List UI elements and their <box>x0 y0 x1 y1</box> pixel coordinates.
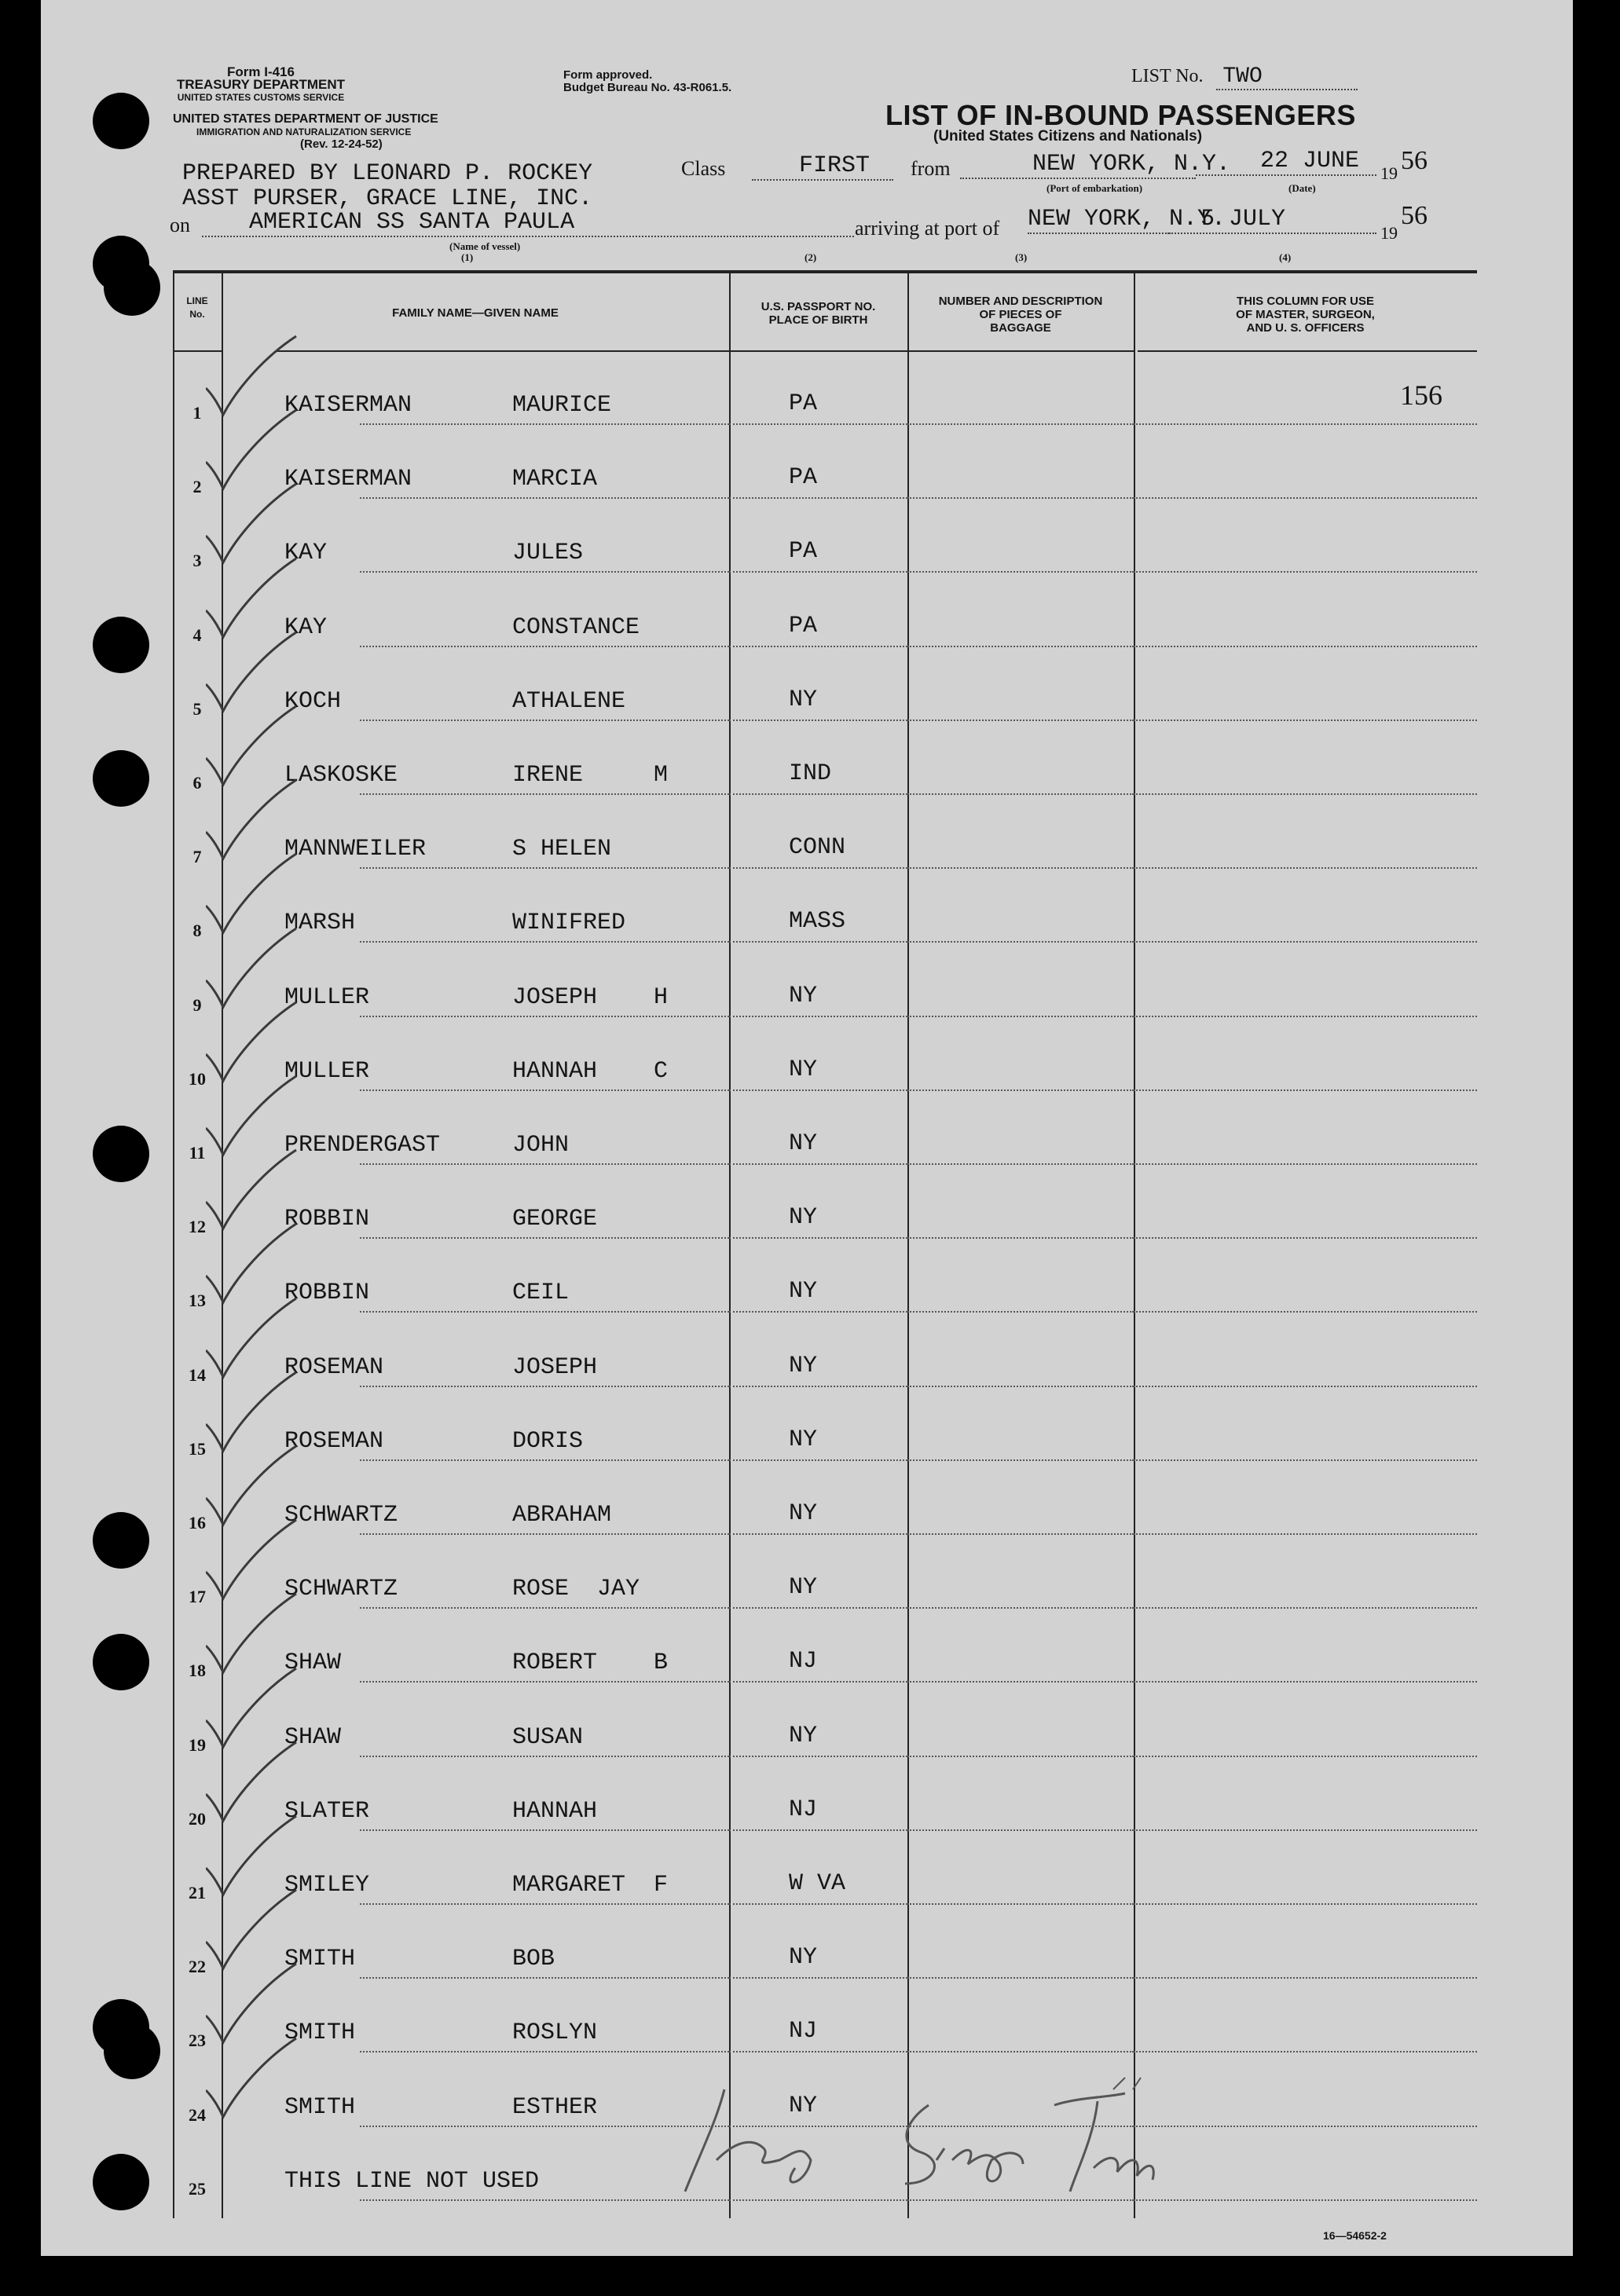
given-name: MARGARET F <box>512 1872 669 1899</box>
given-name: S HELEN <box>512 836 612 863</box>
row-dotted-rule <box>729 1756 907 1757</box>
place-of-birth: NY <box>789 1574 818 1602</box>
place-of-birth: NY <box>789 1130 818 1157</box>
row-dotted-rule <box>360 720 729 721</box>
row-dotted-rule <box>1134 1237 1477 1239</box>
table-row <box>173 1463 1477 1538</box>
place-of-birth: NY <box>789 2092 818 2119</box>
table-row <box>173 797 1477 872</box>
table-row <box>173 1390 1477 1464</box>
row-dotted-rule <box>907 793 1134 795</box>
row-dotted-rule <box>1134 1977 1477 1979</box>
customs-label: UNITED STATES CUSTOMS SERVICE <box>177 92 345 103</box>
col-head-line-no <box>173 295 222 321</box>
row-dotted-rule <box>360 1237 729 1239</box>
place-of-birth: NJ <box>789 2018 818 2045</box>
given-name: HANNAH C <box>512 1057 669 1085</box>
table-row <box>173 427 1477 502</box>
row-dotted-rule <box>1134 1756 1477 1757</box>
table-row <box>173 1686 1477 1760</box>
place-of-birth: PA <box>789 612 818 639</box>
family-name: SHAW <box>284 1650 342 1677</box>
table-row <box>173 501 1477 576</box>
family-name: SMITH <box>284 2093 356 2121</box>
checkmark-icon <box>206 2035 300 2122</box>
line-number: 11 <box>189 1143 206 1163</box>
year-suffix: 56 <box>1401 146 1428 175</box>
row-dotted-rule <box>1134 1829 1477 1831</box>
class-label: Class <box>681 157 726 180</box>
place-of-birth: NY <box>789 1500 818 1527</box>
list-no-label: LIST No. <box>1131 66 1204 86</box>
row-dotted-rule <box>360 1829 729 1831</box>
line-number: 14 <box>189 1364 206 1385</box>
table-row <box>173 1093 1477 1168</box>
form-approval <box>563 69 731 94</box>
row-dotted-rule <box>1134 646 1477 647</box>
row-dotted-rule <box>907 867 1134 869</box>
line-number: 15 <box>189 1438 206 1459</box>
row-dotted-rule <box>907 2051 1134 2052</box>
line-number: 19 <box>189 1734 206 1755</box>
col-head-officers-3: AND U. S. OFFICERS <box>1246 321 1365 335</box>
row-dotted-rule <box>729 1386 907 1387</box>
row-dotted-rule <box>729 941 907 943</box>
port-caption: (Port of embarkation) <box>1046 182 1143 194</box>
place-of-birth: IND <box>789 760 832 787</box>
row-dotted-rule <box>729 1829 907 1831</box>
row-dotted-rule <box>360 1386 729 1387</box>
row-dotted-rule <box>907 571 1134 573</box>
line-number: 3 <box>192 551 202 571</box>
row-dotted-rule <box>1134 2126 1477 2127</box>
col-num-2: (2) <box>805 251 817 263</box>
header-rule <box>277 350 729 352</box>
row-dotted-rule <box>729 1163 907 1165</box>
row-dotted-rule <box>907 1756 1134 1757</box>
page-subtitle: (United States Citizens and Nationals) <box>933 128 1203 145</box>
given-name: HANNAH <box>512 1797 598 1825</box>
col-num-4: (4) <box>1279 251 1292 263</box>
family-name: SHAW <box>284 1723 342 1751</box>
col-head-passport <box>729 300 907 327</box>
embarkation-date: 22 JUNE <box>1196 148 1376 176</box>
row-dotted-rule <box>1134 1459 1477 1461</box>
line-number: 25 <box>189 2178 206 2199</box>
form-number-label: Form I-416 <box>227 64 295 79</box>
given-name: MAURICE <box>512 392 612 419</box>
line-number: 1 <box>192 403 202 423</box>
family-name: SCHWARTZ <box>284 1576 398 1603</box>
arriving-label: arriving at port of <box>855 217 1000 240</box>
given-name: JOHN <box>512 1132 570 1159</box>
row-dotted-rule <box>729 571 907 573</box>
row-dotted-rule <box>1134 1089 1477 1091</box>
family-name: KOCH <box>284 687 342 715</box>
row-dotted-rule <box>729 793 907 795</box>
col-head-name: FAMILY NAME—GIVEN NAME <box>392 306 559 320</box>
line-number: 23 <box>189 2031 206 2051</box>
given-name: BOB <box>512 1946 555 1973</box>
line-number: 4 <box>192 624 202 645</box>
row-dotted-rule <box>729 1089 907 1091</box>
line-number: 13 <box>189 1291 206 1311</box>
row-dotted-rule <box>360 423 729 425</box>
col-head-baggage-3: BAGGAGE <box>990 321 1051 335</box>
document-page <box>41 0 1573 2256</box>
place-of-birth: NY <box>789 1426 818 1453</box>
col-head-officers-1: THIS COLUMN FOR USE <box>1237 295 1374 308</box>
row-dotted-rule <box>729 867 907 869</box>
treasury-label: TREASURY DEPARTMENT <box>176 77 346 92</box>
row-dotted-rule <box>729 1311 907 1313</box>
table-row <box>173 1167 1477 1242</box>
line-number: 7 <box>192 847 202 867</box>
table-row <box>173 723 1477 798</box>
family-name: THIS LINE NOT USED <box>284 2167 540 2195</box>
given-name: WINIFRED <box>512 910 626 937</box>
given-name: GEORGE <box>512 1206 598 1233</box>
row-dotted-rule <box>729 423 907 425</box>
row-dotted-rule <box>907 1977 1134 1979</box>
row-dotted-rule <box>1134 1533 1477 1535</box>
given-name: CONSTANCE <box>512 613 640 641</box>
family-name: MULLER <box>284 983 370 1011</box>
arrival-year-prefix: 19 <box>1380 223 1398 243</box>
header-rule <box>729 350 907 352</box>
row-dotted-rule <box>360 1311 729 1313</box>
row-dotted-rule <box>1134 497 1477 499</box>
line-number: 20 <box>189 1808 206 1829</box>
row-dotted-rule <box>360 1607 729 1609</box>
table-row <box>173 1316 1477 1390</box>
revision-label: (Rev. 12-24-52) <box>300 137 383 151</box>
row-dotted-rule <box>360 1977 729 1979</box>
given-name: ABRAHAM <box>512 1502 612 1529</box>
line-number: 18 <box>189 1661 206 1681</box>
given-name: MARCIA <box>512 466 598 493</box>
row-dotted-rule <box>907 1903 1134 1905</box>
row-dotted-rule <box>907 1607 1134 1609</box>
line-number: 21 <box>189 1883 206 1902</box>
table-row <box>173 1020 1477 1094</box>
col-head-passport-2: PLACE OF BIRTH <box>768 313 868 327</box>
row-dotted-rule <box>729 497 907 499</box>
given-name: ESTHER <box>512 2093 598 2121</box>
row-dotted-rule <box>907 1386 1134 1387</box>
family-name: MULLER <box>284 1057 370 1085</box>
vessel-name: AMERICAN SS SANTA PAULA <box>202 209 854 237</box>
family-name: SMILEY <box>284 1872 370 1899</box>
row-dotted-rule <box>360 1756 729 1757</box>
table-row <box>173 1907 1477 1982</box>
row-dotted-rule <box>907 941 1134 943</box>
row-dotted-rule <box>1134 2051 1477 2052</box>
punch-hole <box>93 750 149 807</box>
punch-hole <box>93 93 149 149</box>
punch-hole <box>93 1126 149 1182</box>
line-number: 12 <box>189 1217 206 1237</box>
punch-hole <box>93 617 149 673</box>
place-of-birth: NY <box>789 1204 818 1232</box>
row-dotted-rule <box>1134 423 1477 425</box>
row-dotted-rule <box>907 1089 1134 1091</box>
row-dotted-rule <box>360 1459 729 1461</box>
given-name: CEIL <box>512 1280 570 1307</box>
officer-note: 156 <box>1400 379 1442 411</box>
col-num-3: (3) <box>1015 251 1028 263</box>
line-number: 22 <box>189 1957 206 1977</box>
col-head-line-label: LINE <box>186 295 208 306</box>
place-of-birth: NY <box>789 1944 818 1972</box>
place-of-birth: NY <box>789 1722 818 1749</box>
row-dotted-rule <box>907 1237 1134 1239</box>
row-dotted-rule <box>907 646 1134 647</box>
row-dotted-rule <box>1134 1681 1477 1683</box>
row-dotted-rule <box>1134 867 1477 869</box>
place-of-birth: NY <box>789 1278 818 1305</box>
row-dotted-rule <box>1134 571 1477 573</box>
line-number: 9 <box>192 994 202 1015</box>
row-dotted-rule <box>907 1533 1134 1535</box>
place-of-birth: PA <box>789 538 818 566</box>
header-rule <box>907 350 1134 352</box>
row-dotted-rule <box>729 1607 907 1609</box>
given-name: DORIS <box>512 1427 584 1455</box>
form-approved-label: Form approved. <box>563 68 653 82</box>
budget-bureau-label: Budget Bureau No. 43-R061.5. <box>563 81 732 94</box>
doj-label: UNITED STATES DEPARTMENT OF JUSTICE <box>173 112 438 126</box>
row-dotted-rule <box>907 497 1134 499</box>
page-title: LIST OF IN-BOUND PASSENGERS <box>885 99 1356 131</box>
family-name: ROBBIN <box>284 1280 370 1307</box>
table-row <box>173 1537 1477 1612</box>
family-name: ROSEMAN <box>284 1353 384 1381</box>
line-number: 6 <box>192 773 202 793</box>
year-prefix: 19 <box>1380 163 1398 183</box>
line-number: 8 <box>192 921 202 941</box>
vessel-caption: (Name of vessel) <box>449 240 521 252</box>
line-number: 10 <box>189 1068 206 1089</box>
row-dotted-rule <box>907 720 1134 721</box>
row-dotted-rule <box>360 1016 729 1017</box>
row-dotted-rule <box>907 1829 1134 1831</box>
table-top-rule <box>173 270 1477 273</box>
table-row <box>173 946 1477 1020</box>
row-dotted-rule <box>729 1903 907 1905</box>
row-dotted-rule <box>360 2199 729 2201</box>
given-name: SUSAN <box>512 1723 584 1751</box>
ins-label: IMMIGRATION AND NATURALIZATION SERVICE <box>196 126 412 137</box>
family-name: ROBBIN <box>284 1206 370 1233</box>
row-dotted-rule <box>907 2199 1134 2201</box>
inspector-signature <box>669 2074 1156 2199</box>
line-number: 5 <box>192 698 202 719</box>
row-dotted-rule <box>729 720 907 721</box>
family-name: MANNWEILER <box>284 836 427 863</box>
row-dotted-rule <box>360 1089 729 1091</box>
row-dotted-rule <box>1134 1903 1477 1905</box>
place-of-birth: NJ <box>789 1648 818 1675</box>
family-name: SCHWARTZ <box>284 1502 398 1529</box>
embarkation-port: NEW YORK, N.Y. <box>960 151 1196 179</box>
line-number: 2 <box>192 477 202 497</box>
punch-hole <box>93 1634 149 1690</box>
family-name: ROSEMAN <box>284 1427 384 1455</box>
row-dotted-rule <box>729 646 907 647</box>
arrival-year-suffix: 56 <box>1401 201 1428 230</box>
place-of-birth: NJ <box>789 1796 818 1823</box>
col-head-baggage-1: NUMBER AND DESCRIPTION <box>938 295 1103 308</box>
col-head-baggage-2: OF PIECES OF <box>979 308 1062 321</box>
place-of-birth: PA <box>789 390 818 417</box>
row-dotted-rule <box>729 1237 907 1239</box>
row-dotted-rule <box>729 1016 907 1017</box>
row-dotted-rule <box>907 1311 1134 1313</box>
family-name: MARSH <box>284 910 356 937</box>
col-head-officers <box>1134 295 1477 335</box>
place-of-birth: CONN <box>789 834 846 862</box>
row-dotted-rule <box>1134 1607 1477 1609</box>
col-head-passport-1: U.S. PASSPORT NO. <box>761 300 876 313</box>
row-dotted-rule <box>1134 720 1477 721</box>
table-row <box>173 1611 1477 1686</box>
row-dotted-rule <box>360 1163 729 1165</box>
family-name: PRENDERGAST <box>284 1132 441 1159</box>
table-row <box>173 1241 1477 1316</box>
purser-line: ASST PURSER, GRACE LINE, INC. <box>182 185 593 212</box>
list-number <box>1131 64 1358 90</box>
given-name: ROBERT B <box>512 1650 669 1677</box>
class-value: FIRST <box>752 152 893 181</box>
family-name: KAISERMAN <box>284 392 412 419</box>
row-dotted-rule <box>729 2051 907 2052</box>
table-row <box>173 576 1477 650</box>
place-of-birth: MASS <box>789 908 846 936</box>
row-dotted-rule <box>360 1681 729 1683</box>
table-row <box>173 650 1477 724</box>
row-dotted-rule <box>1134 1311 1477 1313</box>
row-dotted-rule <box>729 1681 907 1683</box>
place-of-birth: NY <box>789 1056 818 1083</box>
arrival-date: 5 JULY <box>1169 206 1376 234</box>
given-name: JOSEPH H <box>512 983 669 1011</box>
given-name: JOSEPH <box>512 1353 598 1381</box>
from-label: from <box>911 157 951 180</box>
col-head-no-label: No. <box>189 309 205 320</box>
given-name: ROSLYN <box>512 2020 598 2047</box>
row-dotted-rule <box>729 2199 907 2201</box>
place-of-birth: NY <box>789 686 818 713</box>
prepared-by: PREPARED BY LEONARD P. ROCKEY <box>182 160 593 187</box>
row-dotted-rule <box>360 1903 729 1905</box>
row-dotted-rule <box>907 1681 1134 1683</box>
on-label: on <box>170 214 190 236</box>
form-print-number: 16—54652-2 <box>1323 2229 1387 2242</box>
col-head-officers-2: OF MASTER, SURGEON, <box>1236 308 1375 321</box>
row-dotted-rule <box>360 2051 729 2052</box>
family-name: KAY <box>284 613 328 641</box>
row-dotted-rule <box>360 646 729 647</box>
punch-hole <box>93 2154 149 2210</box>
form-header-treasury <box>159 66 363 104</box>
form-header-justice <box>173 113 526 151</box>
punch-hole <box>93 1512 149 1569</box>
row-dotted-rule <box>729 1459 907 1461</box>
date-caption: (Date) <box>1288 182 1316 194</box>
given-name: ROSE JAY <box>512 1576 640 1603</box>
place-of-birth: PA <box>789 464 818 492</box>
table-row <box>173 353 1477 428</box>
col-num-1: (1) <box>461 251 474 263</box>
list-no-value: TWO <box>1216 64 1358 90</box>
row-dotted-rule <box>907 1016 1134 1017</box>
row-dotted-rule <box>360 1533 729 1535</box>
given-name: JULES <box>512 540 584 567</box>
row-dotted-rule <box>907 1459 1134 1461</box>
family-name: KAISERMAN <box>284 466 412 493</box>
arrival-port: NEW YORK, N.Y. <box>1028 206 1226 233</box>
place-of-birth: W VA <box>789 1870 846 1897</box>
given-name: IRENE M <box>512 762 669 789</box>
row-dotted-rule <box>1134 2199 1477 2201</box>
row-dotted-rule <box>360 497 729 499</box>
row-dotted-rule <box>1134 793 1477 795</box>
row-dotted-rule <box>907 1163 1134 1165</box>
family-name: SMITH <box>284 1946 356 1973</box>
place-of-birth: NY <box>789 1352 818 1379</box>
row-dotted-rule <box>360 793 729 795</box>
punch-hole <box>104 259 160 316</box>
line-number: 24 <box>189 2104 206 2125</box>
row-dotted-rule <box>1134 941 1477 943</box>
line-number: 16 <box>189 1513 206 1532</box>
table-row <box>173 1760 1477 1834</box>
table-row <box>173 1833 1477 1908</box>
place-of-birth: NY <box>789 982 818 1009</box>
family-name: SLATER <box>284 1797 370 1825</box>
row-dotted-rule <box>729 1533 907 1535</box>
row-dotted-rule <box>360 941 729 943</box>
col-head-baggage <box>907 295 1134 335</box>
row-dotted-rule <box>360 571 729 573</box>
table-row <box>173 1981 1477 2056</box>
punch-hole <box>104 2023 160 2079</box>
header-rule <box>1138 350 1477 352</box>
row-dotted-rule <box>729 1977 907 1979</box>
family-name: LASKOSKE <box>284 762 398 789</box>
row-dotted-rule <box>907 423 1134 425</box>
given-name: ATHALENE <box>512 687 626 715</box>
row-dotted-rule <box>1134 1016 1477 1017</box>
row-dotted-rule <box>1134 1386 1477 1387</box>
family-name: KAY <box>284 540 328 567</box>
row-dotted-rule <box>1134 1163 1477 1165</box>
table-row <box>173 871 1477 946</box>
row-dotted-rule <box>360 867 729 869</box>
family-name: SMITH <box>284 2020 356 2047</box>
line-number: 17 <box>189 1587 206 1607</box>
